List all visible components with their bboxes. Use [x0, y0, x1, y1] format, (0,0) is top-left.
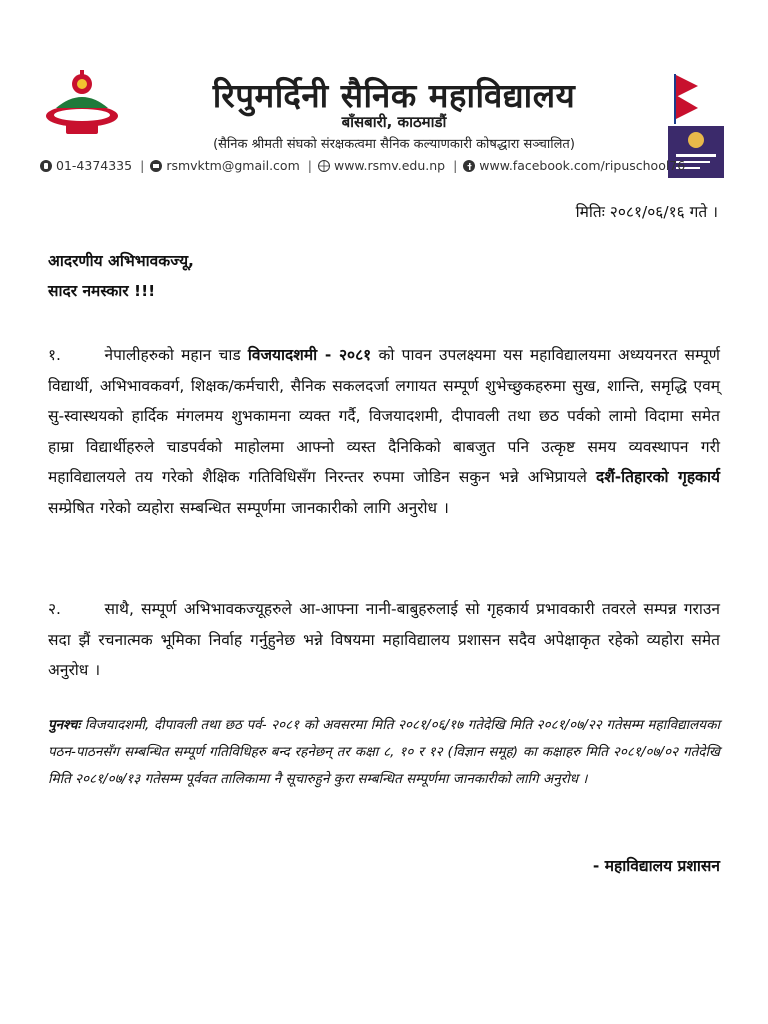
school-emblem-icon [42, 68, 122, 140]
letter-date: मितिः २०८१/०६/१६ गते । [575, 203, 718, 221]
paragraph-number: २. [48, 600, 61, 618]
phone-contact [40, 158, 132, 173]
email-contact[interactable] [150, 158, 299, 173]
paragraph-text: को पावन उपलक्ष्यमा यस महाविद्यालयमा अध्ययनरत सम्पूर्ण विद्यार्थी, अभिभावकवर्ग, शिक्षक/कर्मचारी, सैनिक सकलदर्जा लगायत सम्पूर्ण शुभेच्छुकहरुमा सुख, शान्ति, समृद्धि एवम् सु-स्वास्थयको हार्दिक मंगलमय शुभकामना व्यक्त गर्दै, विजयादशमी, दीपावली तथा छठ पर्वको लामो विदामा समेत हाम्रा विद्यार्थीहरुले चाडपर्वको माहोलमा आफ्नो व्यस्त दैनिकिको बाबजुत पनि उत्कृष्ट समय व्यवस्थापन गरी महाविद्यालयले तय गरेको शैक्षिक गतिविधिसँग निरन्तर रुपमा जोडिन सकुन भन्ने अभिप्रायले [48, 346, 720, 486]
salutation [48, 246, 194, 306]
phone-icon [40, 160, 52, 172]
letterhead [30, 66, 730, 184]
globe-icon [318, 160, 330, 172]
postscript [48, 712, 720, 793]
email-address[interactable]: rsmvktm@gmail.com [166, 158, 300, 173]
email-icon [150, 160, 162, 172]
salutation-namaskar: सादर नमस्कार !!! [48, 282, 156, 300]
postscript-text: विजयादशमी, दीपावली तथा छठ पर्व- २०८१ को अवसरमा मिति २०८१/०६/१७ गतेदेखि मिति २०८१/०७/२२ गतेसम्म महाविद्यालयका पठन-पाठनसँग सम्बन्धित सम्पूर्ण गतिविधिहरु बन्द रहनेछन् तर कक्षा ८, १० र १२ (विज्ञान समूह) का कक्षाहरु मिति २०८१/०७/०२ गतेदेखि मिति २०८१/०७/१३ गतेसम्म पूर्ववत तालिकामा नै सूचारुहुने कुरा सम्बन्धित सम्पूर्णमा जानकारीको लागि अनुरोध । [48, 717, 720, 787]
phone-number: 01-4374335 [56, 158, 133, 173]
school-name: रिपुमर्दिनी सैनिक महाविद्यालय [212, 76, 576, 115]
paragraph-2 [48, 594, 720, 686]
postscript-label: पुनश्चः [48, 717, 81, 733]
signoff: - महाविद्यालय प्रशासन [592, 857, 720, 875]
festival-name: विजयादशमी - २०८१ [247, 346, 372, 364]
paragraph-1 [48, 340, 720, 523]
separator: | [140, 158, 145, 173]
paragraph-text: नेपालीहरुको महान चाड [104, 346, 241, 364]
school-address: बाँसबारी, काठमाडौं [341, 113, 447, 131]
website-url[interactable]: www.rsmv.edu.np [333, 158, 446, 173]
separator: | [307, 158, 312, 173]
paragraph-text: साथै, सम्पूर्ण अभिभावकज्यूहरुले आ-आफ्ना नानी-बाबुहरुलाई सो गृहकार्य प्रभावकारी तवरले सम्पन्न गराउन सदा झैं रचनात्मक भूमिका निर्वाह गर्नुहुनेछ भन्ने विषयमा महाविद्यालय प्रशासन सदैव अपेक्षाकृत रहेको व्यहोरा समेत अनुरोध । [48, 600, 721, 679]
facebook-contact[interactable] [463, 158, 685, 173]
contact-bar [40, 158, 720, 173]
separator: | [453, 158, 458, 173]
website-contact[interactable] [318, 158, 445, 173]
school-subtitle: (सैनिक श्रीमती संघको संरक्षकत्वमा सैनिक कल्याणकारी कोषद्धारा सञ्चालित) [213, 137, 575, 152]
facebook-icon [463, 160, 475, 172]
salutation-greeting: आदरणीय अभिभावकज्यू, [48, 252, 194, 270]
facebook-url[interactable]: www.facebook.com/ripuschool76 [479, 158, 686, 173]
paragraph-number: १. [48, 346, 61, 364]
homework-title: दशैं-तिहारको गृहकार्य [595, 468, 720, 486]
paragraph-text: सम्प्रेषित गरेको व्यहोरा सम्बन्धित सम्पूर्णमा जानकारीको लागि अनुरोध । [48, 498, 449, 517]
